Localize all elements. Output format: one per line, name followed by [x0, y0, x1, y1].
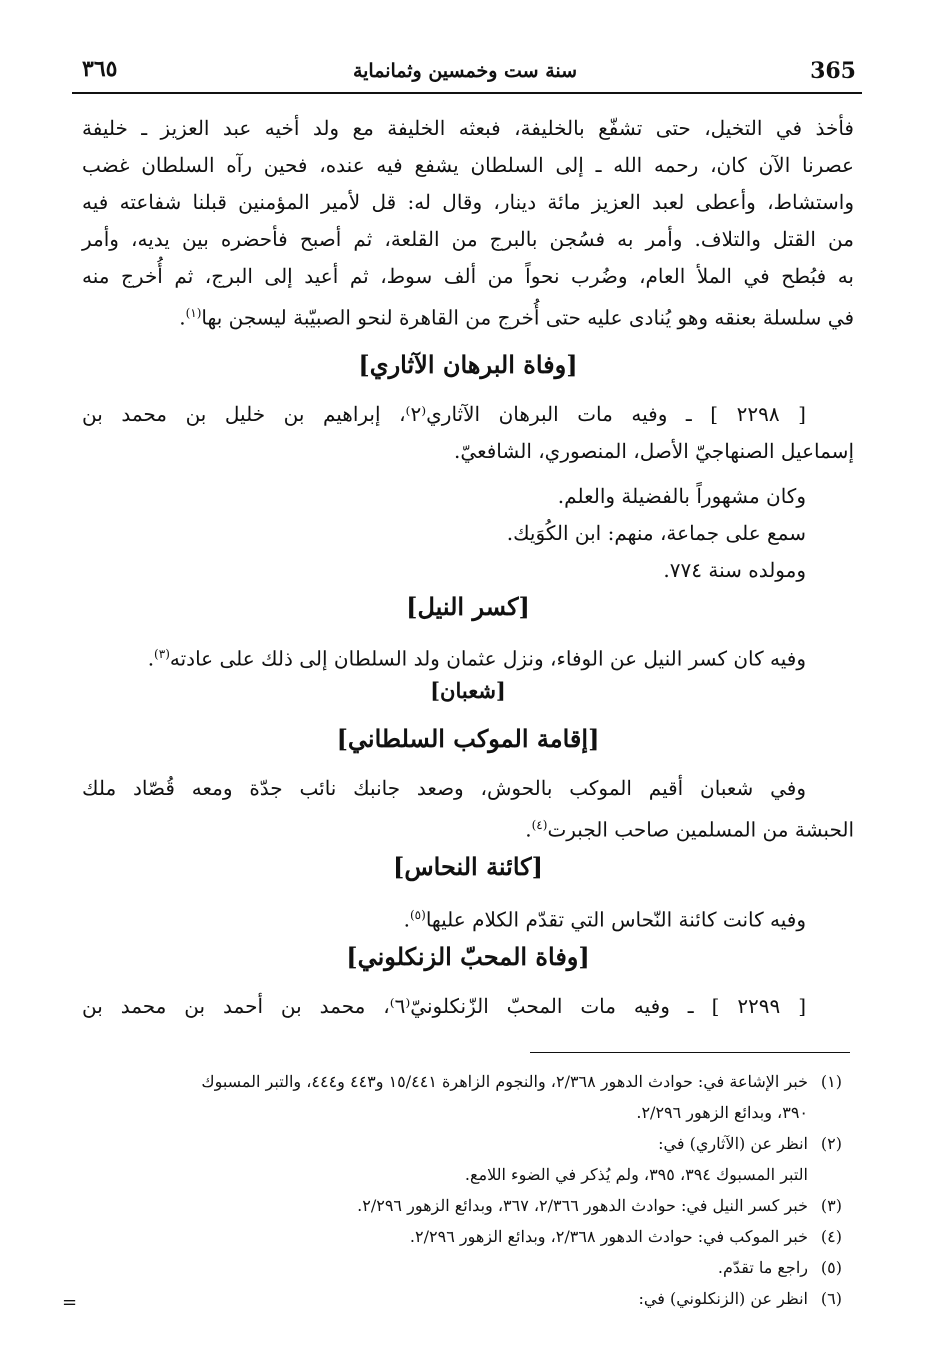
text-line: سمع على جماعة، منهم: ابن الكُوَيك.: [506, 521, 806, 545]
section-heading: [وفاة البرهان الآثاري]: [358, 350, 578, 379]
footnote-1: [70, 1066, 842, 1097]
footnotes: [70, 1066, 842, 1314]
footnote-text: التبر المسبوك ٣٩٤، ٣٩٥، ولم يُذكر في الضوء اللامع.: [464, 1165, 808, 1184]
text-line: وفيه كان كسر النيل عن الوفاء، ونزل عثمان ولد السلطان إلى ذلك على عادته$^{(٣)}$.: [147, 646, 806, 671]
footnote-text: راجع ما تقدّم.: [717, 1258, 808, 1277]
footnote-number: (٤): [820, 1227, 842, 1246]
section-heading: [كسر النيل]: [406, 592, 530, 621]
section-heading: [وفاة المحبّ الزنكلوني]: [346, 942, 590, 971]
running-title: سنة ست وخمسين وثمانماية: [352, 60, 578, 82]
footnote-6: [70, 1283, 842, 1314]
text-line: ومولده سنة ٧٧٤.: [663, 558, 806, 582]
footnote-text: خبر كسر النيل في: حوادث الدهور ٢/٣٦٦، ٣٦٧، وبدائع الزهور ٢/٢٩٦.: [357, 1196, 808, 1215]
text-line: واستشاط، وأعطى لعبد العزيز مائة دينار، وقال له: قل لأمير المؤمنين قبلنا شفاعته فيه: [82, 190, 854, 214]
footnote-ref: (٣): [154, 647, 170, 661]
footnote-4: [70, 1221, 842, 1252]
footnote-ref: (٥): [409, 908, 426, 922]
page-number-latin: 365: [810, 58, 856, 84]
footnote-number: (٦): [820, 1289, 842, 1308]
text-line: وفيه كانت كائنة النّحاس التي تقدّم الكلام عليها$^{(٥)}$.: [403, 907, 806, 932]
section-heading: [إقامة الموكب السلطاني]: [336, 724, 600, 753]
running-header: [70, 52, 860, 96]
text-line: [ ٢٢٩٨ ] ـ وفيه مات البرهان الآثاري⁽٢⁾، إبراهيم بن خليل بن محمد بن: [82, 402, 806, 426]
footnote-text: انظر عن (الآثاري) في:: [658, 1134, 808, 1153]
footnote-2: [70, 1128, 842, 1159]
footnote-number: (٣): [820, 1196, 842, 1215]
paragraph-6: [82, 988, 854, 1025]
text-run: وفيه كان كسر النيل عن الوفاء، ونزل عثمان ولد السلطان إلى ذلك على عادته: [169, 646, 806, 671]
footnote-text: ٣٩٠، وبدائع الزهور ٢/٢٩٦.: [636, 1103, 808, 1122]
text-line: به فبُطح في الملأ العام، وضُرب نحواً من ألف سوط، ثم أعيد إلى البرج، ثم أُخرج منه: [82, 264, 854, 288]
text-line: فأخذ في التخيل، حتى تشفّع بالخليفة، فبعثه الخليفة مع ولد أخيه عبد العزيز ـ خليفة: [82, 116, 854, 140]
text-line: من القتل والتلاف. وأمر به فسُجن بالبرج من القلعة، ثم أصبح فأحضره بين يديه، وأمر: [82, 227, 854, 251]
paragraph-3: [82, 636, 854, 678]
text-line: إسماعيل الصنهاجيّ الأصل، المنصوري، الشافعيّ.: [454, 439, 854, 463]
footnote-5: [70, 1252, 842, 1283]
footnote-ref: (١): [185, 306, 202, 320]
biography-lines: [82, 478, 854, 589]
margin-mark: =: [62, 1292, 78, 1313]
footnote-rule: [530, 1052, 850, 1053]
section-heading: [كائنة النحاس]: [393, 852, 543, 881]
paragraph-4: [82, 770, 854, 849]
text-run: وفيه كانت كائنة النّحاس التي تقدّم الكلام عليها: [425, 907, 806, 932]
text-line: عصرنا الآن كان، رحمه الله ـ إلى السلطان يشفع فيه عنده، فحين رآه السلطان غضب: [82, 153, 854, 177]
footnote-text: خبر الموكب في: حوادث الدهور ٢/٣٦٨، وبدائع الزهور ٢/٢٩٦.: [409, 1227, 808, 1246]
paragraph-1: [82, 110, 854, 337]
text-line: [ ٢٢٩٩ ] ـ وفيه مات المحبّ الزّنكلونيّ⁽٦⁾، محمد بن أحمد بن محمد بن: [82, 994, 807, 1018]
footnote-text: خبر الإشاعة في: حوادث الدهور ٢/٣٦٨، والنجوم الزاهرة ١٥/٤٤١ و٤٤٣ و٤٤٤، والتبر المسبوك: [201, 1072, 808, 1091]
footnote-ref: (٤): [531, 818, 548, 832]
page-number-arabic: ٣٦٥: [82, 56, 118, 82]
month-heading: [شعبان]: [430, 678, 506, 703]
paragraph-2: [82, 396, 854, 470]
text-line: وكان مشهوراً بالفضيلة والعلم.: [557, 484, 806, 508]
header-rule: [72, 92, 862, 94]
text-line: في سلسلة بعنقه وهو يُنادى عليه حتى أُخرج من القاهرة لنحو الصبيّبة ليسجن بها$^{(١)}$.: [179, 305, 854, 330]
footnote-3: [70, 1190, 842, 1221]
footnote-number: (٥): [820, 1258, 842, 1277]
text-run: في سلسلة بعنقه وهو يُنادى عليه حتى أُخرج من القاهرة لنحو الصبيّبة ليسجن بها: [201, 305, 854, 330]
text-run: الحبشة من المسلمين صاحب الجبرت: [547, 817, 854, 842]
footnote-number: (٢): [820, 1134, 842, 1153]
text-line: الحبشة من المسلمين صاحب الجبرت$^{(٤)}$.: [525, 817, 854, 842]
paragraph-5: [82, 897, 854, 939]
footnote-number: (١): [820, 1072, 842, 1091]
footnote-text: انظر عن (الزنكلوني) في:: [638, 1289, 808, 1308]
text-line: وفي شعبان أقيم الموكب بالحوش، وصعد جانبك نائب جدّة ومعه قُصّاد ملك: [82, 776, 806, 800]
